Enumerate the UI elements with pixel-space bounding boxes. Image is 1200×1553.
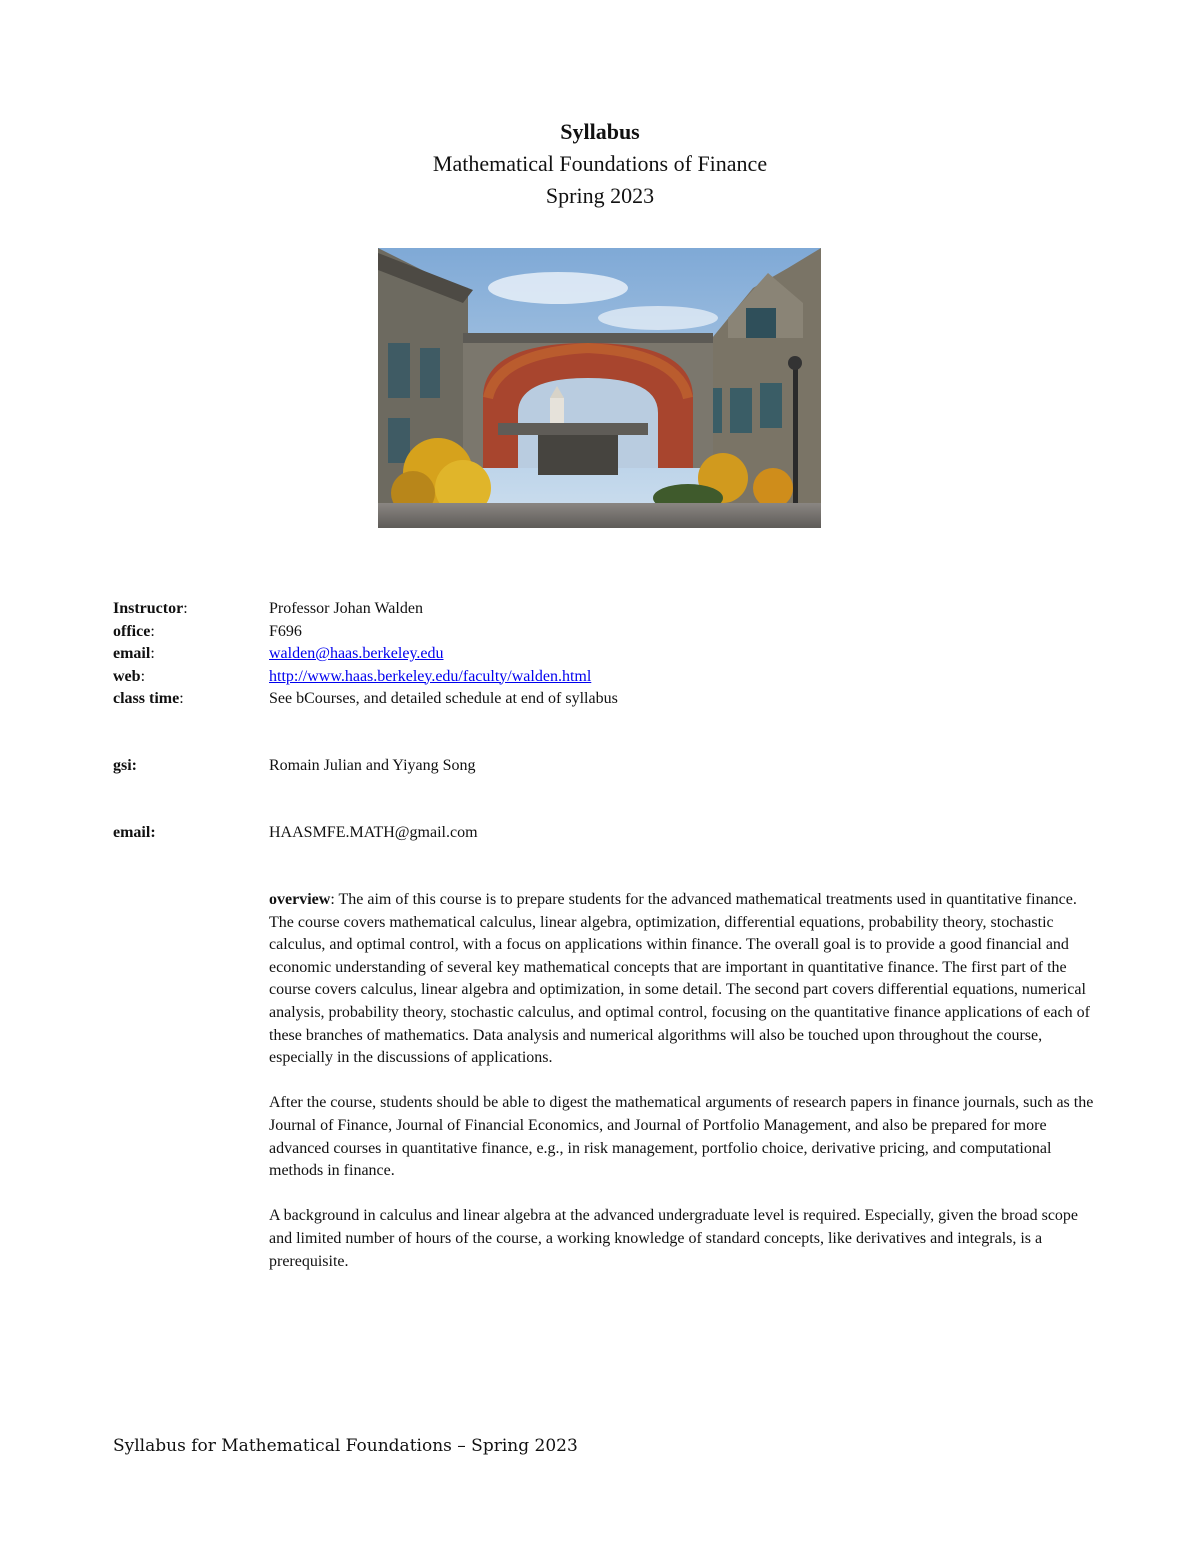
campus-archway-photo — [378, 248, 821, 528]
course-name: Mathematical Foundations of Finance — [432, 151, 768, 176]
class-time-value: See bCourses, and detailed schedule at end of syllabus — [269, 690, 618, 707]
overview-section — [269, 889, 1099, 1296]
email-value — [269, 642, 444, 665]
title-block — [0, 116, 1200, 212]
overview-paragraph-2: After the course, students should be able to digest the mathematical arguments of research papers in finance journals, such as the Journal of Finance, Journal of Financial Economics, and Journal of Portfolio Management, and also be prepared for more advanced courses in quantitative finance, e.g., in risk management, portfolio choice, derivative pricing, and computational methods in finance. — [269, 1094, 1094, 1180]
instructor-value: Professor Johan Walden — [269, 600, 423, 617]
web-label: web: — [113, 667, 146, 685]
gsi-value: Romain Julian and Yiyang Song — [269, 757, 476, 774]
gsi-email-label: email: — [113, 824, 156, 841]
document-title: Syllabus — [560, 119, 640, 144]
gsi-label: gsi: — [113, 757, 137, 774]
instructor-web-link[interactable]: http://www.haas.berkeley.edu/faculty/walden.html — [269, 667, 592, 685]
email-label: email: — [113, 645, 155, 662]
overview-paragraph-3: A background in calculus and linear algebra at the advanced undergraduate level is required. Especially, given the broad scope and limited number of hours of the course, a working knowledge of standard concepts, like derivatives and integrals, is a prerequisite. — [269, 1207, 1079, 1270]
term: Spring 2023 — [545, 183, 655, 208]
gsi-email-value: HAASMFE.MATH@gmail.com — [269, 824, 478, 841]
web-value — [269, 665, 591, 688]
office-label: office: — [113, 622, 155, 640]
campus-photo-illustration — [378, 248, 821, 528]
page-footer: Syllabus for Mathematical Foundations – Spring 2023 — [113, 1436, 578, 1456]
class-time-label: class time: — [113, 690, 184, 707]
overview-label: overview — [269, 891, 331, 908]
instructor-email-link[interactable]: walden@haas.berkeley.edu — [269, 645, 444, 662]
instructor-label: Instructor: — [113, 600, 188, 617]
office-value: F696 — [269, 622, 302, 640]
overview-paragraph-1: overview: The aim of this course is to prepare students for the advanced mathematical treatments used in quantitative finance. The course covers mathematical calculus, linear algebra, optimization, differential equations, probability theory, stochastic calculus, and optimal control, with a focus on applications within finance. The overall goal is to provide a good financial and economic understanding of several key mathematical concepts that are important in quantitative finance. The first part of the course covers calculus, linear algebra and optimization, in some detail. The second part covers differential equations, numerical analysis, probability theory, stochastic calculus, and optimal control, focusing on the quantitative finance applications of each of these branches of mathematics. Data analysis and numerical algorithms will also be touched upon throughout the course, especially in the discussions of applications. — [269, 891, 1090, 1067]
